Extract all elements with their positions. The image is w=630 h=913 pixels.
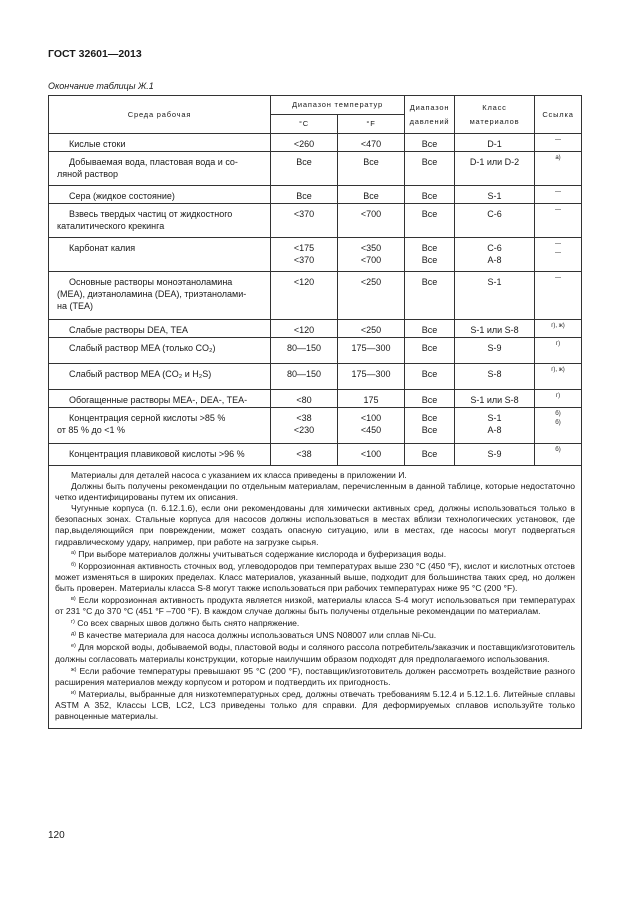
- table-row: [49, 338, 582, 364]
- material-class-cell: [455, 408, 535, 444]
- temp-c-line: Все: [296, 157, 312, 167]
- medium-line: Концентрация плавиковой кислоты >96 %: [69, 449, 245, 459]
- pressure-line: Все: [421, 209, 438, 219]
- table-caption: Окончание таблицы Ж.1: [48, 81, 154, 91]
- table-row: [49, 364, 582, 390]
- note-paragraph: [55, 594, 575, 617]
- table-row: [49, 238, 582, 272]
- table-row: [49, 186, 582, 204]
- pressure-line: Все: [421, 255, 438, 265]
- material-class-cell: [455, 364, 535, 390]
- temp-c-cell: [271, 338, 338, 364]
- temp-c-cell: [271, 320, 338, 338]
- material-class-line: S-1 или S-8: [470, 395, 519, 405]
- note-text: Материалы, выбранные для низкотемпературных сред, должны отвечать требованиям 5.12.4 и 5.12.1.6. Литейные сплавы ASTM A 352, Классы LCB, LC2, LC3 приведены только для справки. Для деформируемых сплавов используйте только равноценные материалы.: [55, 688, 576, 721]
- medium-cell: [49, 338, 271, 364]
- material-class-cell: [455, 134, 535, 152]
- material-class-line: S-1 или S-8: [470, 325, 519, 335]
- note-paragraph: [55, 560, 575, 594]
- temp-f-line: <700: [360, 255, 382, 265]
- note-paragraph: [55, 481, 575, 503]
- note-marker: и): [71, 689, 76, 696]
- temp-f-line: <250: [360, 325, 382, 335]
- table-row: [49, 204, 582, 238]
- table-notes: [49, 466, 582, 729]
- temp-f-line: <250: [360, 277, 382, 287]
- temp-f-line: Все: [363, 191, 379, 201]
- medium-line: на (TEA): [57, 301, 93, 311]
- temp-c-line: Все: [296, 191, 312, 201]
- material-class-line: D-1 или D-2: [469, 157, 520, 167]
- reference-line: —: [555, 250, 562, 256]
- note-paragraph: [55, 641, 575, 664]
- reference-line: г): [555, 393, 561, 399]
- note-marker: е): [71, 643, 76, 650]
- temp-f-line: 175—300: [351, 369, 391, 379]
- temp-c-line: <80: [296, 395, 312, 405]
- medium-cell: [49, 444, 271, 466]
- medium-cell: [49, 134, 271, 152]
- temp-f-cell: [338, 272, 405, 320]
- reference-cell: [535, 408, 582, 444]
- reference-cell: [535, 272, 582, 320]
- note-text: Должны быть получены рекомендации по отдельным материалам, перечисленным в данной таблице, которые недостаточно четко идентифицированы путем их описания.: [55, 481, 576, 503]
- reference-line: б): [555, 411, 561, 417]
- medium-line: Обогащенные растворы MEA-, DEA-, TEA-: [69, 395, 248, 405]
- material-class-cell: [455, 152, 535, 186]
- medium-line: Основные растворы моноэтаноламина: [69, 277, 233, 287]
- temp-f-cell: [338, 444, 405, 466]
- material-class-line: S-9: [487, 449, 502, 459]
- note-text: Материалы для деталей насоса с указанием их класса приведены в приложении И.: [71, 470, 407, 480]
- table-row: [49, 152, 582, 186]
- reference-cell: [535, 238, 582, 272]
- reference-line: а): [555, 155, 561, 161]
- material-class-line: S-8: [487, 369, 502, 379]
- material-class-line: А-8: [487, 255, 502, 265]
- material-class-line: С-6: [487, 243, 502, 253]
- material-class-line: S-1: [487, 277, 502, 287]
- medium-line: (MEA), диэтаноламина (DEA), триэтанолами-: [57, 289, 247, 299]
- medium-cell: [49, 364, 271, 390]
- note-paragraph: [55, 548, 575, 560]
- note-paragraph: [55, 503, 575, 547]
- page-number: 120: [48, 830, 65, 841]
- reference-cell: [535, 338, 582, 364]
- reference-line: г), ж): [551, 367, 565, 373]
- temp-c-line: <230: [293, 425, 315, 435]
- pressure-cell: [405, 408, 455, 444]
- note-text: Коррозионная активность сточных вод, углеводородов при температурах выше 230 °С (450 °F), кислот и кислотных отстоев может изменяться в широких пределах. Класс материалов, указанный выше, подходит для большинства таких сред, но должен быть проверен. Материалы класса S-8 могут также использоваться при рабочих температурах ниже 95 °С (200 °F).: [55, 560, 576, 593]
- pressure-cell: [405, 338, 455, 364]
- material-class-cell: [455, 338, 535, 364]
- pressure-cell: [405, 152, 455, 186]
- medium-cell: [49, 390, 271, 408]
- temp-f-line: <700: [360, 209, 382, 219]
- table-header: [49, 96, 582, 134]
- material-class-line: С-6: [487, 209, 502, 219]
- table-row: [49, 320, 582, 338]
- pressure-line: Все: [421, 243, 438, 253]
- note-paragraph: [55, 617, 575, 629]
- medium-cell: [49, 272, 271, 320]
- material-class-line: S-9: [487, 343, 502, 353]
- reference-cell: [535, 134, 582, 152]
- pressure-cell: [405, 272, 455, 320]
- pressure-cell: [405, 444, 455, 466]
- material-class-cell: [455, 390, 535, 408]
- temp-f-line: <100: [360, 449, 382, 459]
- pressure-line: Все: [421, 425, 438, 435]
- pressure-line: Все: [421, 413, 438, 423]
- note-text: Со всех сварных швов должно быть снято напряжение.: [77, 618, 300, 629]
- table-row: [49, 134, 582, 152]
- pressure-cell: [405, 238, 455, 272]
- temp-c-cell: [271, 364, 338, 390]
- temp-c-line: <260: [293, 139, 315, 149]
- temp-f-line: <450: [360, 425, 382, 435]
- temp-f-cell: [338, 390, 405, 408]
- reference-line: —: [555, 207, 562, 213]
- header-temp-range: Диапазон температур: [271, 96, 405, 115]
- temp-c-cell: [271, 408, 338, 444]
- note-paragraph: [55, 688, 575, 722]
- reference-line: —: [555, 189, 562, 195]
- material-class-cell: [455, 238, 535, 272]
- material-class-cell: [455, 204, 535, 238]
- note-text: Для морской воды, добываемой воды, пластовой воды и соляного рассола потребитель/заказчик и поставщик/изготовитель должны согласовать материалы конструкции, которые наилучшим образом подходят для предполагаемого использования.: [55, 642, 576, 664]
- pressure-line: Все: [421, 325, 438, 335]
- pressure-line: Все: [421, 343, 438, 353]
- medium-cell: [49, 186, 271, 204]
- reference-cell: [535, 390, 582, 408]
- document-title: ГОСТ 32601—2013: [48, 48, 142, 60]
- temp-c-line: <38: [296, 413, 312, 423]
- temp-c-line: <175: [293, 243, 315, 253]
- header-deg-f: °F: [338, 115, 405, 134]
- note-marker: д): [71, 631, 77, 638]
- temp-f-line: <100: [360, 413, 382, 423]
- material-class-line: S-1: [487, 413, 502, 423]
- temp-f-cell: [338, 152, 405, 186]
- material-class-line: S-1: [487, 191, 502, 201]
- note-text: При выборе материалов должны учитываться содержание кислорода и буферизация воды.: [78, 548, 447, 559]
- note-marker: б): [71, 561, 76, 568]
- temp-c-line: 80—150: [286, 369, 322, 379]
- pressure-cell: [405, 134, 455, 152]
- temp-c-line: <120: [293, 325, 315, 335]
- note-paragraph: [55, 470, 575, 481]
- temp-f-line: <470: [360, 139, 382, 149]
- header-pressure: Диапазон давлений: [405, 96, 455, 134]
- temp-f-cell: [338, 408, 405, 444]
- reference-cell: [535, 152, 582, 186]
- reference-line: —: [555, 137, 562, 143]
- pressure-line: Все: [421, 277, 438, 287]
- note-marker: г): [71, 619, 75, 626]
- table-row: [49, 390, 582, 408]
- temp-c-line: <370: [293, 209, 315, 219]
- header-deg-c: °C: [271, 115, 338, 134]
- reference-cell: [535, 204, 582, 238]
- pressure-cell: [405, 186, 455, 204]
- medium-cell: [49, 320, 271, 338]
- medium-line: каталитического крекинга: [57, 221, 165, 231]
- material-class-cell: [455, 186, 535, 204]
- reference-line: б): [555, 447, 561, 453]
- temp-c-cell: [271, 186, 338, 204]
- reference-line: —: [555, 241, 562, 247]
- temp-c-cell: [271, 134, 338, 152]
- pressure-line: Все: [421, 139, 438, 149]
- header-reference: Ссылка: [535, 96, 582, 134]
- medium-line: Слабый раствор MEA (CO₂ и H₂S): [69, 369, 212, 379]
- temp-f-cell: [338, 204, 405, 238]
- temp-c-line: <120: [293, 277, 315, 287]
- reference-cell: [535, 186, 582, 204]
- table-row: [49, 272, 582, 320]
- medium-line: Концентрация серной кислоты >85 %: [69, 413, 226, 423]
- note-marker: а): [71, 549, 76, 556]
- note-text: В качестве материала для насоса должны использоваться UNS N08007 или сплав Ni-Cu.: [78, 630, 437, 641]
- temp-c-cell: [271, 152, 338, 186]
- note-text: Если коррозионная активность продукта является низкой, материалы класса S-4 могут использоваться при температурах от 231 °С до 370 °С (451 °F –700 °F). В каждом случае должны быть получены отдельные рекомендации по материалам.: [55, 595, 576, 617]
- material-class-line: А-8: [487, 425, 502, 435]
- medium-line: Сера (жидкое состояние): [69, 191, 175, 201]
- reference-line: б): [555, 420, 561, 426]
- medium-cell: [49, 204, 271, 238]
- temp-f-line: 175: [363, 395, 379, 405]
- temp-f-cell: [338, 320, 405, 338]
- temp-c-line: <38: [296, 449, 312, 459]
- medium-cell: [49, 408, 271, 444]
- medium-cell: [49, 238, 271, 272]
- reference-cell: [535, 364, 582, 390]
- pressure-cell: [405, 364, 455, 390]
- medium-line: Слабые растворы DEA, TEA: [69, 325, 189, 335]
- temp-c-cell: [271, 444, 338, 466]
- table-row: [49, 444, 582, 466]
- temp-c-line: 80—150: [286, 343, 322, 353]
- temp-f-cell: [338, 238, 405, 272]
- note-paragraph: [55, 665, 575, 688]
- temp-f-cell: [338, 364, 405, 390]
- temp-f-line: <350: [360, 243, 382, 253]
- material-class-cell: [455, 444, 535, 466]
- reference-cell: [535, 320, 582, 338]
- temp-f-cell: [338, 338, 405, 364]
- medium-line: Добываемая вода, пластовая вода и со-: [69, 157, 238, 167]
- table-row: [49, 408, 582, 444]
- temp-c-cell: [271, 204, 338, 238]
- medium-line: Слабый раствор MEA (только CO₂): [69, 343, 216, 353]
- reference-line: г), ж): [551, 323, 565, 329]
- note-text: Если рабочие температуры превышают 95 °С (200 °F), поставщик/изготовитель должен рассмотреть воздействие разного расширения материалов между корпусом и ротором и подтвердить их пригодность.: [55, 665, 576, 687]
- material-class-cell: [455, 272, 535, 320]
- temp-f-line: Все: [363, 157, 379, 167]
- material-class-line: D-1: [487, 139, 502, 149]
- header-material-class: Класс материалов: [455, 96, 535, 134]
- reference-cell: [535, 444, 582, 466]
- medium-cell: [49, 152, 271, 186]
- temp-f-cell: [338, 186, 405, 204]
- pressure-cell: [405, 390, 455, 408]
- medium-line: от 85 % до <1 %: [57, 425, 125, 435]
- material-class-cell: [455, 320, 535, 338]
- pressure-line: Все: [421, 157, 438, 167]
- medium-line: Взвесь твердых частиц от жидкостного: [69, 209, 233, 219]
- temp-c-cell: [271, 238, 338, 272]
- table-body: [49, 134, 582, 466]
- temp-f-cell: [338, 134, 405, 152]
- pressure-line: Все: [421, 369, 438, 379]
- temp-c-line: <370: [293, 255, 315, 265]
- header-medium: Среда рабочая: [49, 96, 271, 134]
- note-marker: ж): [71, 666, 77, 673]
- pressure-line: Все: [421, 191, 438, 201]
- pressure-line: Все: [421, 449, 438, 459]
- medium-line: Кислые стоки: [69, 139, 126, 149]
- reference-line: г): [555, 341, 561, 347]
- pressure-line: Все: [421, 395, 438, 405]
- note-text: Чугунные корпуса (п. 6.12.1.6), если они рекомендованы для химически активных сред, должны использоваться только в безопасных зонах. Стальные корпуса для насосов должны использоваться в местах вблизи технологических установок, где пар,выделяющийся при повреждении, может создать опасную ситуацию, или в местах, где насосы могут подвергаться гидравлическому удару, например, при работе на загрузке сырья.: [55, 503, 576, 547]
- medium-line: Карбонат калия: [69, 243, 136, 253]
- medium-line: ляной раствор: [57, 169, 118, 179]
- materials-table: [48, 95, 582, 729]
- temp-f-line: 175—300: [351, 343, 391, 353]
- pressure-cell: [405, 320, 455, 338]
- temp-c-cell: [271, 272, 338, 320]
- temp-c-cell: [271, 390, 338, 408]
- reference-line: —: [555, 275, 562, 281]
- pressure-cell: [405, 204, 455, 238]
- note-marker: в): [71, 596, 76, 603]
- note-paragraph: [55, 629, 575, 641]
